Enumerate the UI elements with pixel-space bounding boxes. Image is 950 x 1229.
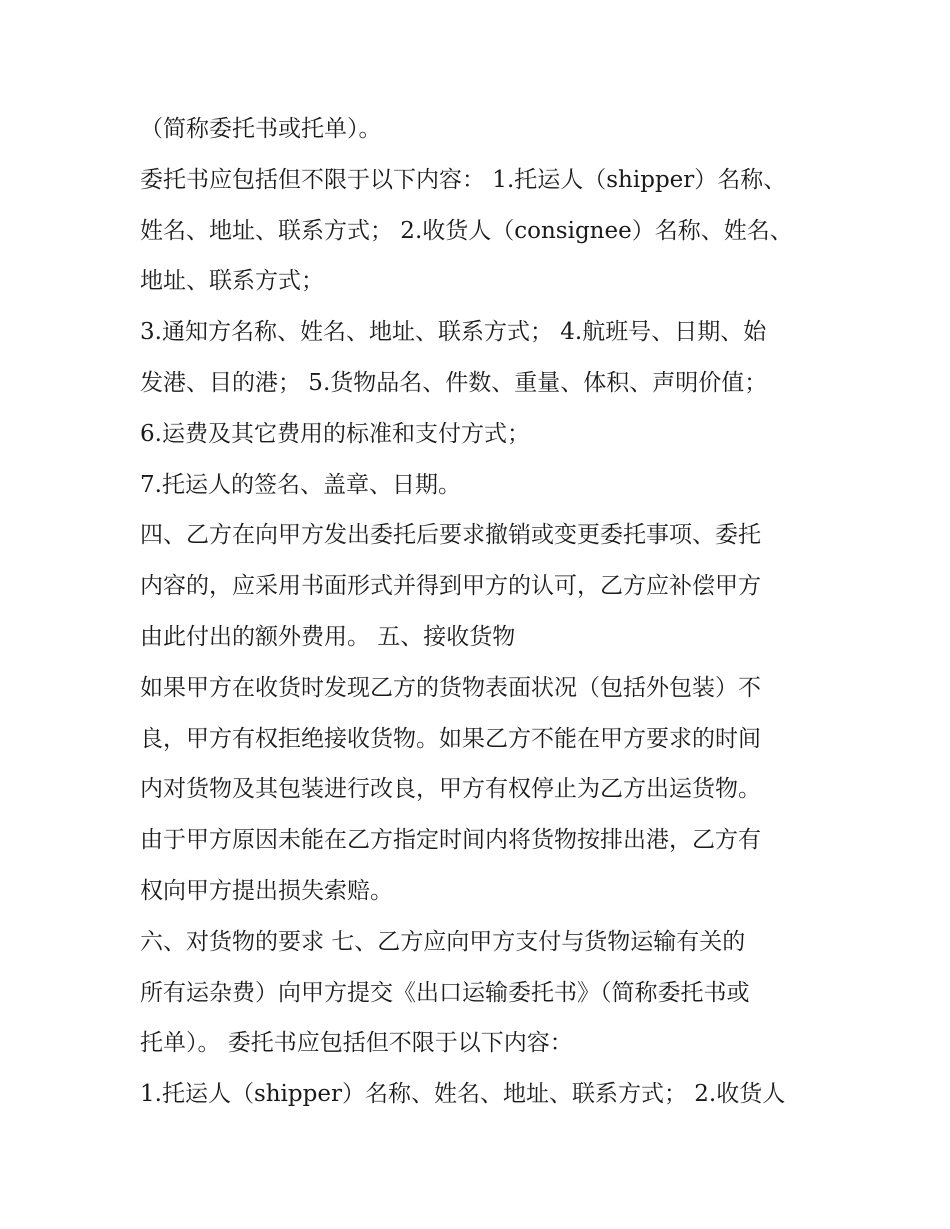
text-line: 所有运杂费）向甲方提交《出口运输委托书》（简称委托书或 [140,979,750,1006]
text-line: 地址、联系方式； [140,268,324,295]
text-line: 内对货物及其包装进行改良，甲方有权停止为乙方出运货物。 [140,776,761,803]
text-line: 6.运费及其它费用的标准和支付方式； [140,420,530,447]
text-line: 四、乙方在向甲方发出委托后要求撤销或变更委托事项、委托 [140,522,761,549]
text-line: 委托书应包括但不限于以下内容： 1.托运人（shipper）名称、 [140,166,787,193]
text-line: 托单）。 委托书应包括但不限于以下内容： [140,1030,573,1057]
text-line: 7.托运人的签名、盖章、日期。 [140,471,461,498]
text-line: 姓名、地址、联系方式； 2.收货人（consignee）名称、姓名、 [140,217,793,244]
text-line: 权向甲方提出损失索赔。 [140,877,393,904]
text-line: 发港、目的港； 5.货物品名、件数、重量、体积、声明价值； [140,369,768,396]
text-line: 1.托运人（shipper）名称、姓名、地址、联系方式； 2.收货人 [140,1081,786,1108]
text-line: 良，甲方有权拒绝接收货物。如果乙方不能在甲方要求的时间 [140,725,761,752]
document-body [140,104,820,1120]
text-line: 由此付出的额外费用。 五、接收货物 [140,623,516,650]
text-line: 六、对货物的要求 七、乙方应向甲方支付与货物运输有关的 [140,928,746,955]
text-line: 如果甲方在收货时发现乙方的货物表面状况（包括外包装）不 [140,674,761,701]
text-line: （简称委托书或托单）。 [140,116,382,142]
text-line: 内容的，应采用书面形式并得到甲方的认可，乙方应补偿甲方 [140,573,761,600]
text-line: 3.通知方名称、姓名、地址、联系方式； 4.航班号、日期、始 [140,319,767,346]
text-line: 由于甲方原因未能在乙方指定时间内将货物按排出港，乙方有 [140,827,761,854]
